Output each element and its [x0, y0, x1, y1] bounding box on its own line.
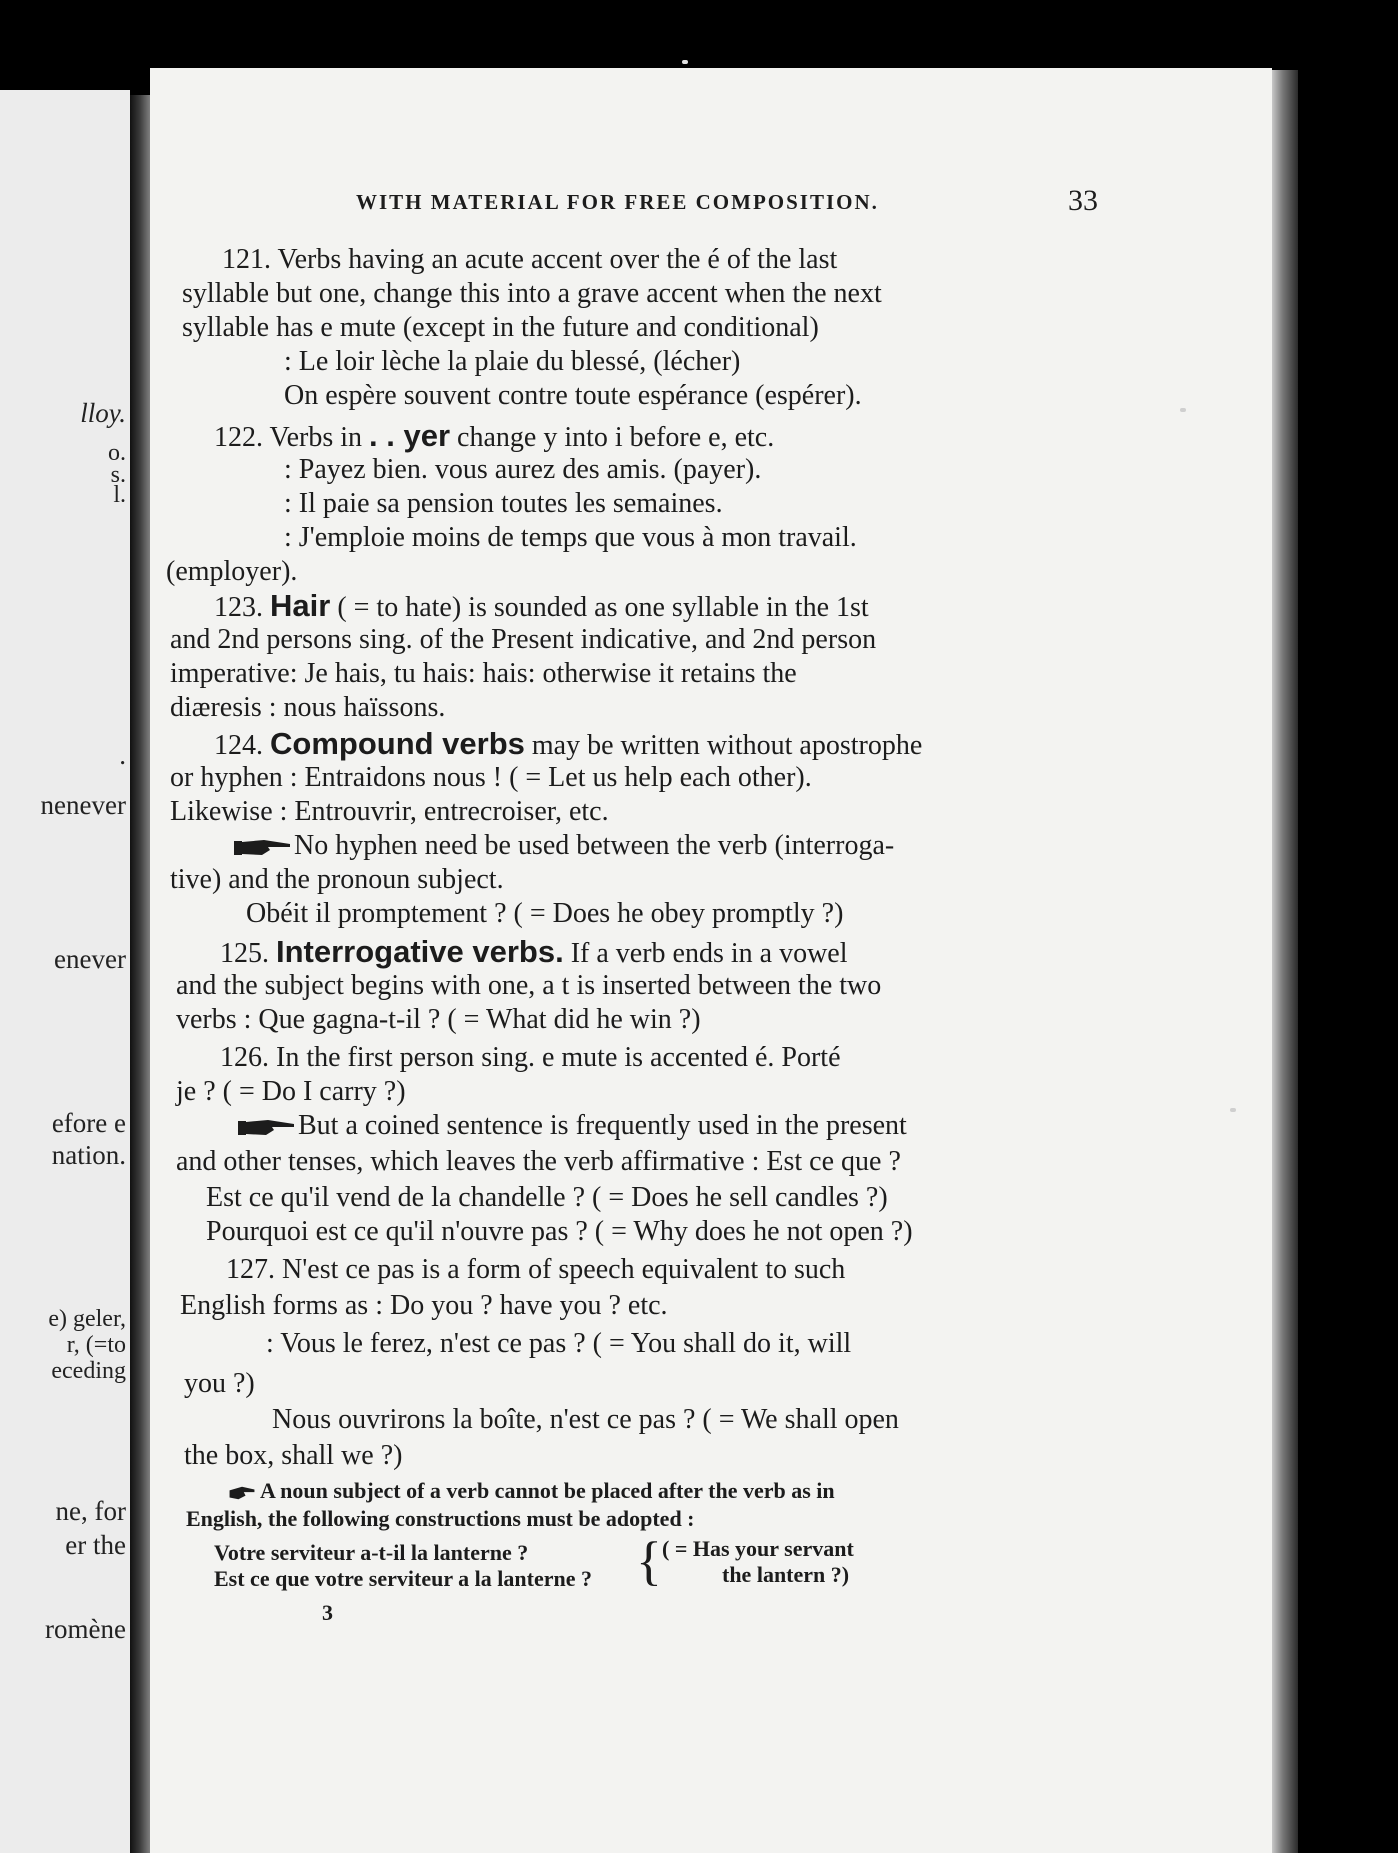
- scan-speck: [1230, 1108, 1236, 1112]
- left-page-line: efore e: [51, 1108, 126, 1138]
- text-line: and other tenses, which leaves the verb affirmative : Est ce que ?: [176, 1146, 901, 1177]
- text-span: If a verb ends in a vowel: [563, 938, 848, 969]
- text-line: Likewise : Entrouvrir, entrecroiser, etc.: [170, 796, 609, 827]
- text-line: Votre serviteur a-t-il la lanterne ?: [214, 1540, 529, 1565]
- text-line: : J'emploie moins de temps que vous à mon travail.: [284, 522, 857, 553]
- running-title: WITH MATERIAL FOR FREE COMPOSITION.: [356, 190, 879, 214]
- text-line: the box, shall we ?): [184, 1440, 403, 1471]
- left-page-line: lloy.: [80, 398, 126, 428]
- text-line: English forms as : Do you ? have you ? etc.: [180, 1290, 668, 1321]
- text-line: ( = Has your servant: [662, 1536, 854, 1561]
- keyword: Interrogative verbs.: [276, 934, 564, 969]
- section-number: 124.: [214, 730, 270, 761]
- left-page-line: ne, for: [55, 1496, 126, 1526]
- left-page-line: nenever: [40, 790, 126, 820]
- page-edge: [1272, 70, 1298, 1853]
- note-text: No hyphen need be used between the verb (interroga-: [294, 830, 895, 861]
- left-page-line: e) geler,: [48, 1306, 126, 1332]
- text-line: [214, 728, 922, 760]
- text-line: Obéit il promptement ? ( = Does he obey promptly ?): [246, 898, 844, 929]
- text-line: 127. N'est ce pas is a form of speech equivalent to such: [226, 1254, 846, 1285]
- text-line: and 2nd persons sing. of the Present indicative, and 2nd person: [170, 624, 877, 655]
- book-page: [150, 68, 1272, 1853]
- text-line: the lantern ?): [722, 1562, 850, 1587]
- text-line: (employer).: [166, 556, 298, 587]
- left-page-line: er the: [65, 1530, 126, 1560]
- text-line: 126. In the first person sing. e mute is accented é. Porté: [220, 1042, 841, 1073]
- left-page-line: r, (=to: [66, 1332, 126, 1358]
- left-page-fragment: [0, 90, 130, 1853]
- text-line: [238, 1112, 907, 1140]
- text-line: syllable but one, change this into a grave accent when the next: [182, 278, 882, 309]
- brace: {: [636, 1531, 662, 1591]
- pointing-hand-icon: [238, 1118, 296, 1138]
- text-line: : Payez bien. vous aurez des amis. (payer).: [284, 454, 762, 485]
- text-line: tive) and the pronoun subject.: [170, 864, 504, 895]
- text-line: : Il paie sa pension toutes les semaines.: [284, 488, 723, 519]
- left-page-line: eceding: [51, 1358, 126, 1384]
- text-line: verbs : Que gagna-t-il ? ( = What did he win ?): [176, 1004, 701, 1035]
- section-number: 123.: [214, 592, 270, 623]
- left-page-line: l.: [113, 482, 126, 508]
- text-line: Nous ouvrirons la boîte, n'est ce pas ? ( = We shall open: [272, 1404, 899, 1435]
- section-number: 122. Verbs in: [214, 422, 370, 453]
- text-line: : Vous le ferez, n'est ce pas ? ( = You shall do it, will: [266, 1328, 852, 1359]
- text-line: you ?): [184, 1368, 255, 1399]
- left-page-line: o.: [108, 440, 126, 466]
- scan-speck: [682, 60, 688, 64]
- left-page-line: romène: [45, 1614, 126, 1644]
- scan-speck: [1180, 408, 1186, 412]
- text-line: [228, 1480, 835, 1502]
- keyword: . . yer: [369, 418, 451, 453]
- text-line: [220, 936, 848, 968]
- text-line: and the subject begins with one, a t is inserted between the two: [176, 970, 882, 1001]
- note-text: A noun subject of a verb cannot be placed after the verb as in: [260, 1478, 835, 1503]
- left-page-line: .: [119, 740, 126, 770]
- text-line: or hyphen : Entraidons nous ! ( = Let us help each other).: [170, 762, 812, 793]
- text-line: je ? ( = Do I carry ?): [176, 1076, 406, 1107]
- text-line: Est ce qu'il vend de la chandelle ? ( = Does he sell candles ?): [206, 1182, 888, 1213]
- page-number: 33: [1068, 184, 1098, 217]
- text-span: change y into i before e, etc.: [450, 422, 775, 453]
- left-page-line: enever: [54, 944, 126, 974]
- text-line: Pourquoi est ce qu'il n'ouvre pas ? ( = Why does he not open ?): [206, 1216, 913, 1247]
- left-page-line: s.: [110, 462, 126, 488]
- text-line: : Le loir lèche la plaie du blessé, (lécher): [284, 346, 741, 377]
- text-span: may be written without apostrophe: [524, 730, 923, 761]
- note-text: But a coined sentence is frequently used in the present: [298, 1110, 907, 1141]
- text-line: [234, 832, 894, 860]
- keyword: Hair: [270, 588, 331, 623]
- text-line: syllable has e mute (except in the future and conditional): [182, 312, 819, 343]
- text-line: [214, 590, 869, 622]
- text-line: [214, 420, 774, 452]
- text-line: diæresis : nous haïssons.: [170, 692, 446, 723]
- text-span: ( = to hate) is sounded as one syllable in the 1st: [330, 592, 869, 623]
- left-page-line: nation.: [51, 1140, 126, 1170]
- text-line: 121. Verbs having an acute accent over the é of the last: [222, 244, 838, 275]
- pointing-hand-icon: [228, 1485, 256, 1501]
- keyword: Compound verbs: [270, 726, 525, 761]
- section-number: 125.: [220, 938, 276, 969]
- signature-mark: 3: [322, 1600, 333, 1625]
- text-line: imperative: Je hais, tu hais: hais: otherwise it retains the: [170, 658, 797, 689]
- pointing-hand-icon: [234, 838, 292, 858]
- text-line: Est ce que votre serviteur a la lanterne ?: [214, 1566, 592, 1591]
- text-line: English, the following constructions must be adopted :: [186, 1506, 695, 1531]
- text-line: On espère souvent contre toute espérance (espérer).: [284, 380, 862, 411]
